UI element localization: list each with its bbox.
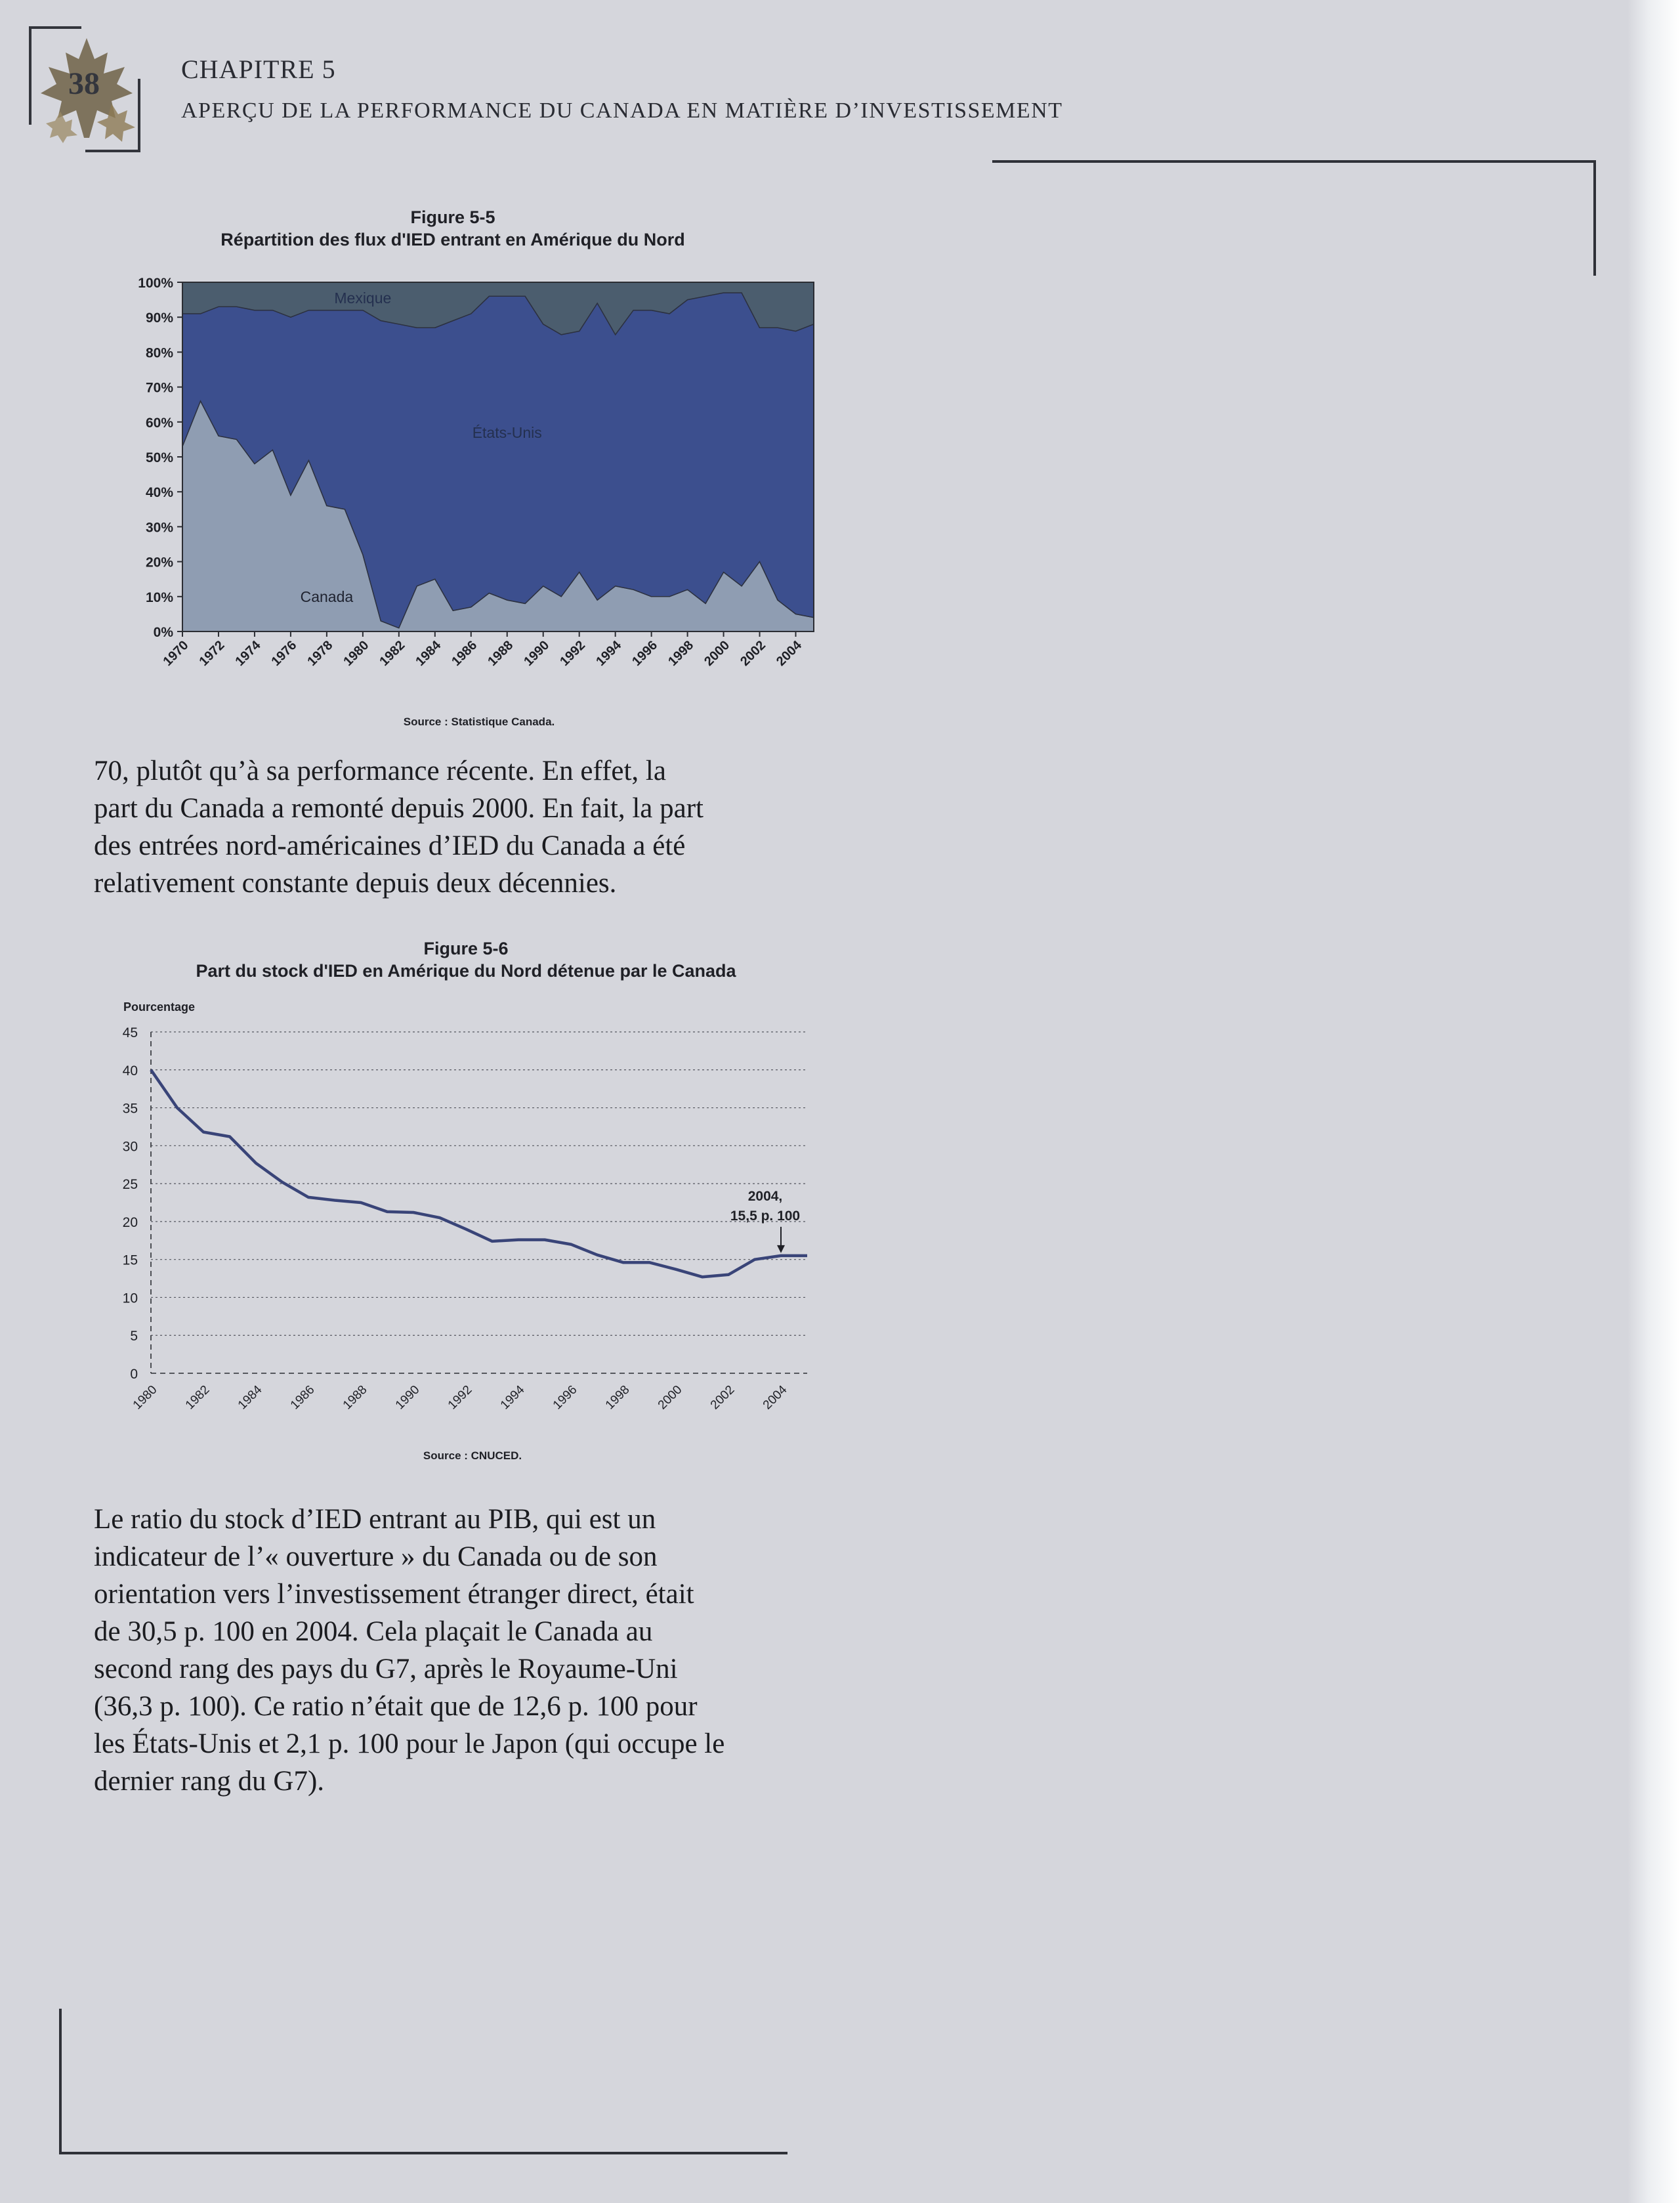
annotation-label: 15,5 p. 100 [730, 1208, 801, 1224]
x-tick-label: 1976 [268, 637, 300, 670]
y-tick-label: 90% [145, 310, 173, 326]
y-tick-label: 80% [145, 345, 173, 361]
paragraph-2-line: (36,3 p. 100). Ce ratio n’était que de 12,6 p. 100 pour [94, 1691, 698, 1722]
figure-5-6-caption: Part du stock d'IED en Amérique du Nord détenue par le Canada [196, 961, 736, 981]
figure-5-5-title [118, 206, 788, 251]
paragraph-1 [94, 752, 789, 902]
x-tick-label: 1982 [377, 637, 408, 670]
x-tick-label: 1970 [160, 637, 192, 670]
x-tick-label: 1986 [449, 637, 480, 670]
y-tick-label: 20% [145, 555, 173, 570]
series-label: États-Unis [472, 423, 542, 441]
x-tick-label: 1994 [593, 637, 625, 670]
paragraph-2-line: de 30,5 p. 100 en 2004. Cela plaçait le Canada au [94, 1616, 653, 1647]
page-edge-shade [1628, 0, 1680, 2203]
y-tick-label: 40% [145, 485, 173, 501]
chapter-title: APERÇU DE LA PERFORMANCE DU CANADA EN MATIÈRE D’INVESTISSEMENT [181, 98, 1063, 123]
x-tick-label: 1984 [413, 637, 444, 670]
x-tick-label: 1978 [304, 637, 336, 670]
y-tick-label: 45 [122, 1025, 138, 1040]
series-line [151, 1070, 807, 1277]
x-tick-label: 2002 [738, 637, 769, 670]
figure-5-6-source: Source : CNUCED. [423, 1449, 522, 1462]
annotation-arrowhead [777, 1245, 785, 1253]
y-tick-label: 30 [122, 1139, 138, 1155]
figure-5-5-caption: Répartition des flux d'IED entrant en Amérique du Nord [220, 230, 685, 249]
paragraph-2-line: indicateur de l’« ouverture » du Canada ou de son [94, 1541, 658, 1572]
figure-5-6-title [171, 937, 761, 982]
x-tick-label: 1974 [232, 637, 264, 670]
y-tick-label: 20 [122, 1214, 138, 1230]
page-number: 38 [68, 66, 100, 101]
x-tick-label: 1988 [485, 637, 516, 670]
corner-rule-horizontal-2 [85, 150, 140, 152]
y-tick-label: 60% [145, 415, 173, 431]
x-tick-label: 1998 [602, 1382, 633, 1413]
paragraph-1-line: part du Canada a remonté depuis 2000. En fait, la part [94, 793, 704, 824]
x-tick-label: 1980 [341, 637, 372, 670]
corner-rule-vertical [29, 26, 32, 125]
series-label: Canada [300, 588, 354, 605]
figure-5-5-source: Source : Statistique Canada. [403, 716, 555, 728]
corner-rule-horizontal [29, 26, 81, 29]
x-tick-label: 1982 [182, 1382, 213, 1413]
y-tick-label: 35 [122, 1101, 138, 1117]
paragraph-2-line: orientation vers l’investissement étranger direct, était [94, 1579, 694, 1610]
paragraph-2-line: Le ratio du stock d’IED entrant au PIB, qui est un [94, 1504, 656, 1535]
x-tick-label: 2000 [655, 1382, 685, 1413]
paragraph-1-line: relativement constante depuis deux décennies. [94, 868, 617, 899]
x-tick-label: 1994 [497, 1382, 528, 1413]
annotation-label: 2004, [747, 1188, 783, 1204]
y-tick-label: 100% [138, 276, 173, 291]
y-tick-label: 5 [130, 1329, 138, 1344]
x-tick-label: 1992 [557, 637, 589, 670]
figure-5-5-number: Figure 5-5 [410, 207, 495, 227]
x-tick-label: 1972 [196, 637, 228, 670]
y-tick-label: 40 [122, 1063, 138, 1079]
y-tick-label: 50% [145, 450, 173, 465]
figure-5-5-chart [112, 269, 827, 696]
figure-5-6-number: Figure 5-6 [423, 939, 509, 958]
x-tick-label: 1984 [235, 1382, 265, 1413]
y-tick-label: 15 [122, 1252, 138, 1268]
y-tick-label: 10% [145, 589, 173, 605]
paragraph-2 [94, 1501, 789, 1800]
paragraph-2-line: dernier rang du G7). [94, 1766, 325, 1797]
header-rule-vertical [1593, 160, 1596, 276]
y-tick-label: 70% [145, 380, 173, 396]
x-tick-label: 1996 [629, 637, 661, 670]
y-tick-label: 0 [130, 1367, 138, 1382]
x-tick-label: 1986 [287, 1382, 318, 1413]
x-tick-label: 1990 [521, 637, 553, 670]
paragraph-2-line: second rang des pays du G7, après le Royaume-Uni [94, 1654, 678, 1684]
x-tick-label: 2000 [702, 637, 733, 670]
y-axis-label: Pourcentage [123, 1000, 196, 1014]
footer-rule-horizontal [59, 2152, 788, 2154]
x-tick-label: 2004 [774, 637, 805, 670]
paragraph-1-line: 70, plutôt qu’à sa performance récente. En effet, la [94, 756, 666, 786]
y-tick-label: 30% [145, 520, 173, 536]
header-rule-horizontal [992, 160, 1596, 163]
figure-5-6-chart [98, 998, 827, 1444]
y-tick-label: 25 [122, 1177, 138, 1193]
x-tick-label: 1990 [392, 1382, 423, 1413]
x-tick-label: 2004 [760, 1382, 790, 1413]
footer-rule-vertical [59, 2009, 62, 2153]
series-label: Mexique [334, 289, 392, 307]
x-tick-label: 1992 [445, 1382, 475, 1413]
x-tick-label: 1988 [340, 1382, 370, 1413]
paragraph-1-line: des entrées nord-américaines d’IED du Canada a été [94, 830, 686, 861]
y-tick-label: 0% [153, 625, 173, 640]
x-tick-label: 1980 [130, 1382, 160, 1413]
chapter-label: CHAPITRE 5 [181, 54, 336, 84]
y-tick-label: 10 [122, 1291, 138, 1306]
x-tick-label: 1996 [550, 1382, 580, 1413]
paragraph-2-line: les États-Unis et 2,1 p. 100 pour le Japon (qui occupe le [94, 1728, 725, 1759]
x-tick-label: 1998 [665, 637, 697, 670]
x-tick-label: 2002 [707, 1382, 738, 1413]
